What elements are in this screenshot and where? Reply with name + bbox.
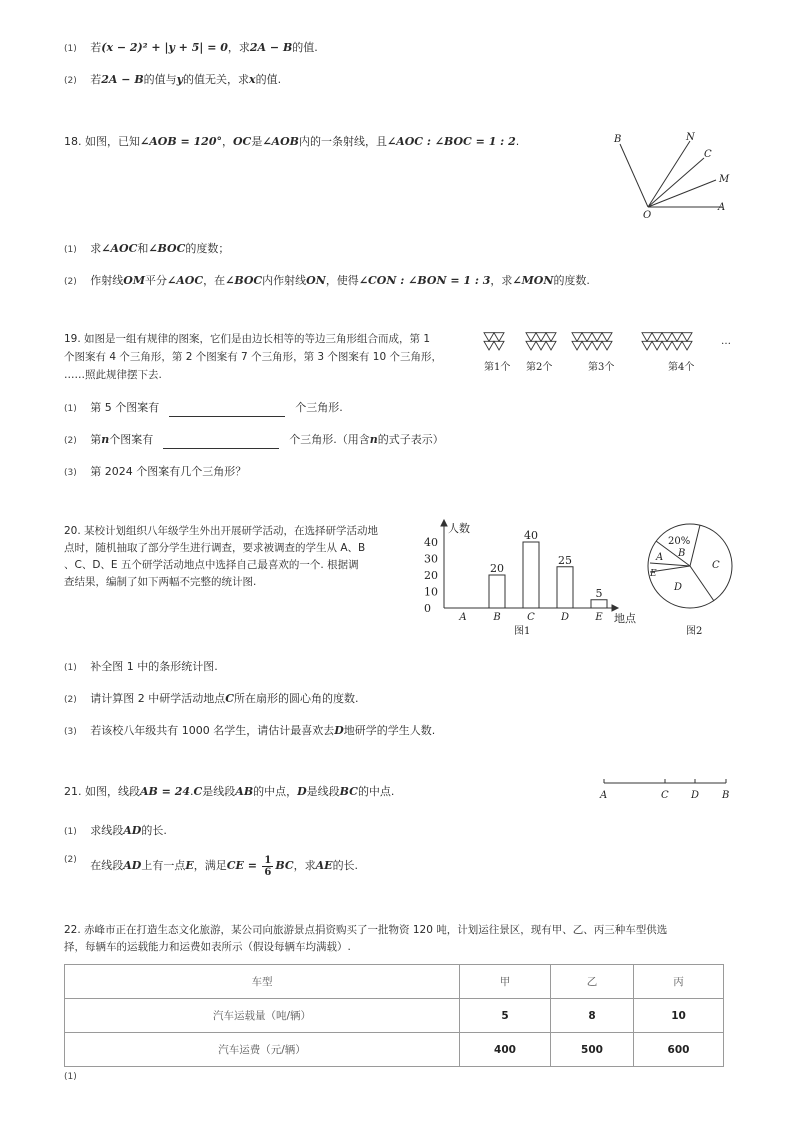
triangle-top bbox=[484, 333, 494, 342]
ray-om bbox=[648, 180, 716, 207]
bar-c bbox=[523, 542, 539, 608]
triangle-down bbox=[572, 341, 582, 350]
x-axis-arrow bbox=[612, 605, 618, 611]
triangle-down bbox=[672, 341, 682, 350]
seg-label-c: C bbox=[661, 790, 669, 801]
pie-divider-3 bbox=[650, 563, 690, 566]
triangle-top bbox=[582, 333, 592, 342]
q19-heading: 19. 如图是一组有规律的图案，它们是由边长相等的等边三角形组合而成，第 1 个图案有 4 个三角形，第 2 个图案有 7 个三角形，第 3 个图案有 10 个三角形， ……照此规律摆下去. bbox=[64, 333, 442, 381]
bar-chart-figure-1 bbox=[418, 518, 646, 640]
triangle-down bbox=[642, 341, 652, 350]
pie-label-pct: 20% bbox=[668, 536, 691, 547]
x-tick-label: B bbox=[493, 612, 501, 623]
fig-label-3: 第3个 bbox=[588, 362, 615, 373]
ray-ob bbox=[620, 144, 648, 207]
ray-on bbox=[648, 141, 690, 207]
q19-part2: (2) 第n个图案有 个三角形.（用含n的式子表示） bbox=[64, 432, 444, 449]
seg-label-d: D bbox=[691, 790, 700, 801]
car-type-table bbox=[64, 964, 724, 1067]
q18-angle-figure bbox=[606, 126, 736, 222]
triangle-down bbox=[602, 341, 612, 350]
triangle-down bbox=[526, 341, 536, 350]
answer-blank-2[interactable] bbox=[163, 438, 279, 449]
bar-value-label: 5 bbox=[595, 586, 603, 600]
q22-heading: 22. 赤峰市正在打造生态文化旅游，某公司向旅游景点捐资购买了一批物资 120 吨，计划运往景区，现有甲、乙、丙三种车型供选 择，每辆车的运载能力和运费如表所示（假设每辆车均满载）. bbox=[64, 924, 668, 953]
pie-divider-1 bbox=[690, 525, 700, 566]
bar-b bbox=[489, 575, 505, 608]
bar-value-label: 40 bbox=[524, 529, 538, 542]
triangle-down bbox=[652, 341, 662, 350]
triangle-down bbox=[582, 341, 592, 350]
table-row: 汽车运载量（吨/辆） 5 8 10 bbox=[65, 999, 724, 1033]
triangle-down bbox=[536, 341, 546, 350]
seg-label-b: B bbox=[722, 790, 730, 801]
triangle-top bbox=[682, 333, 692, 342]
fig-ellipsis: … bbox=[721, 336, 731, 347]
triangle-down bbox=[592, 341, 602, 350]
triangle-top bbox=[536, 333, 546, 342]
triangle-top bbox=[592, 333, 602, 342]
pie-caption: 图2 bbox=[686, 626, 703, 637]
label-c: C bbox=[704, 149, 712, 160]
triangle-top bbox=[662, 333, 672, 342]
q17-part1: (1) 若(x − 2)² + |y + 5| = 0，求2A − B的值. bbox=[64, 41, 318, 54]
chart-caption: 图1 bbox=[514, 626, 531, 637]
fig-label-4: 第4个 bbox=[668, 362, 695, 373]
q20-part1: (1) 补全图 1 中的条形统计图. bbox=[64, 660, 218, 673]
seg-label-a: A bbox=[600, 790, 608, 801]
label-m: M bbox=[719, 174, 730, 185]
fraction-one-sixth: $\frac{1}{6}$ bbox=[264, 854, 272, 878]
q19-part3: (3) 第 2024 个图案有几个三角形？ bbox=[64, 465, 247, 478]
pie-label-d: D bbox=[674, 582, 683, 593]
label-n: N bbox=[686, 132, 695, 143]
triangle-top bbox=[652, 333, 662, 342]
q20-heading: 20. 某校计划组织八年级学生外出开展研学活动，在选择研学活动地 点时，随机抽取了部分学生进行调查，要求被调查的学生从 A、B 、C、D、E 五个研学活动地点中选择自己最喜欢的一个. 根据调 查结果，编制了如下两幅不完整的统计图. bbox=[64, 525, 379, 588]
triangle-top bbox=[494, 333, 504, 342]
label-b: B bbox=[614, 134, 622, 145]
triangle-top bbox=[526, 333, 536, 342]
q19-triangle-figures bbox=[480, 328, 736, 376]
triangle-down bbox=[494, 341, 504, 350]
bar-e bbox=[591, 600, 607, 608]
y-axis-label: 人数 bbox=[448, 522, 470, 535]
x-tick-label: C bbox=[527, 612, 535, 623]
pie-label-b: B bbox=[678, 548, 686, 559]
q21-part1: (1) 求线段AD的长. bbox=[64, 824, 167, 837]
y-tick-label: 0 bbox=[424, 602, 431, 615]
bar-value-label: 25 bbox=[558, 553, 572, 567]
q21-part2: $^{(2)}$ 在线段AD上有一点E，满足CE = $\frac{1}{6}$ BC，求AE的长. bbox=[64, 854, 359, 878]
q20-part3: (3) 若该校八年级共有 1000 名学生，请估计最喜欢去D地研学的学生人数. bbox=[64, 724, 436, 737]
pie-chart-figure-2 bbox=[646, 520, 738, 638]
triangle-down bbox=[546, 341, 556, 350]
q18-heading: 18. 如图，已知∠AOB = 120°，OC是∠AOB内的一条射线，且∠AOC : ∠BOC = 1 : 2. bbox=[64, 135, 520, 148]
q17-part2: (2) 若2A − B的值与y的值无关，求x的值. bbox=[64, 73, 282, 86]
fig-label-2: 第2个 bbox=[526, 362, 553, 373]
table-header-row: 车型 甲 乙 丙 bbox=[65, 965, 724, 999]
q21-segment-figure bbox=[596, 776, 736, 804]
bar-value-label: 20 bbox=[490, 562, 504, 575]
y-tick-label: 30 bbox=[424, 552, 438, 566]
pie-label-a: A bbox=[656, 552, 664, 563]
triangle-down bbox=[682, 341, 692, 350]
pie-divider-5 bbox=[690, 566, 714, 601]
triangle-top bbox=[572, 333, 582, 342]
y-tick-label: 40 bbox=[424, 536, 438, 549]
x-tick-label: D bbox=[560, 612, 570, 623]
q19-part1: (1) 第 5 个图案有 个三角形. bbox=[64, 400, 343, 417]
triangle-top bbox=[642, 333, 652, 342]
q18-part1: (1) 求∠AOC和∠BOC的度数； bbox=[64, 242, 230, 255]
q21-heading: 21. 如图，线段AB = 24.C是线段AB的中点，D是线段BC的中点. bbox=[64, 785, 395, 798]
q22-part1: (1) bbox=[64, 1072, 77, 1082]
triangle-top bbox=[546, 333, 556, 342]
bar-layer bbox=[424, 529, 607, 623]
triangle-top bbox=[672, 333, 682, 342]
fig-label-1: 第1个 bbox=[484, 362, 511, 373]
y-tick-label: 20 bbox=[424, 569, 438, 582]
label-a: A bbox=[718, 202, 726, 213]
table-row: 汽车运费（元/辆） 400 500 600 bbox=[65, 1033, 724, 1067]
triangle-down bbox=[484, 341, 494, 350]
triangle-top bbox=[602, 333, 612, 342]
q20-part2: (2) 请计算图 2 中研学活动地点C所在扇形的圆心角的度数. bbox=[64, 692, 359, 705]
x-tick-label: A bbox=[459, 612, 467, 623]
x-axis-label: 地点 bbox=[614, 612, 636, 625]
x-tick-label: E bbox=[595, 612, 603, 623]
y-axis-arrow bbox=[441, 520, 447, 526]
ray-oc bbox=[648, 158, 704, 207]
q18-part2: (2) 作射线OM平分∠AOC，在∠BOC内作射线ON，使得∠CON : ∠BON = 1 : 3，求∠MON的度数. bbox=[64, 274, 590, 287]
triangle-down bbox=[662, 341, 672, 350]
answer-blank-1[interactable] bbox=[169, 406, 285, 417]
pie-label-e: E bbox=[650, 569, 657, 579]
label-o: O bbox=[643, 210, 652, 221]
y-tick-label: 10 bbox=[424, 585, 438, 599]
pie-label-c: C bbox=[712, 560, 720, 571]
bar-d bbox=[557, 567, 573, 608]
